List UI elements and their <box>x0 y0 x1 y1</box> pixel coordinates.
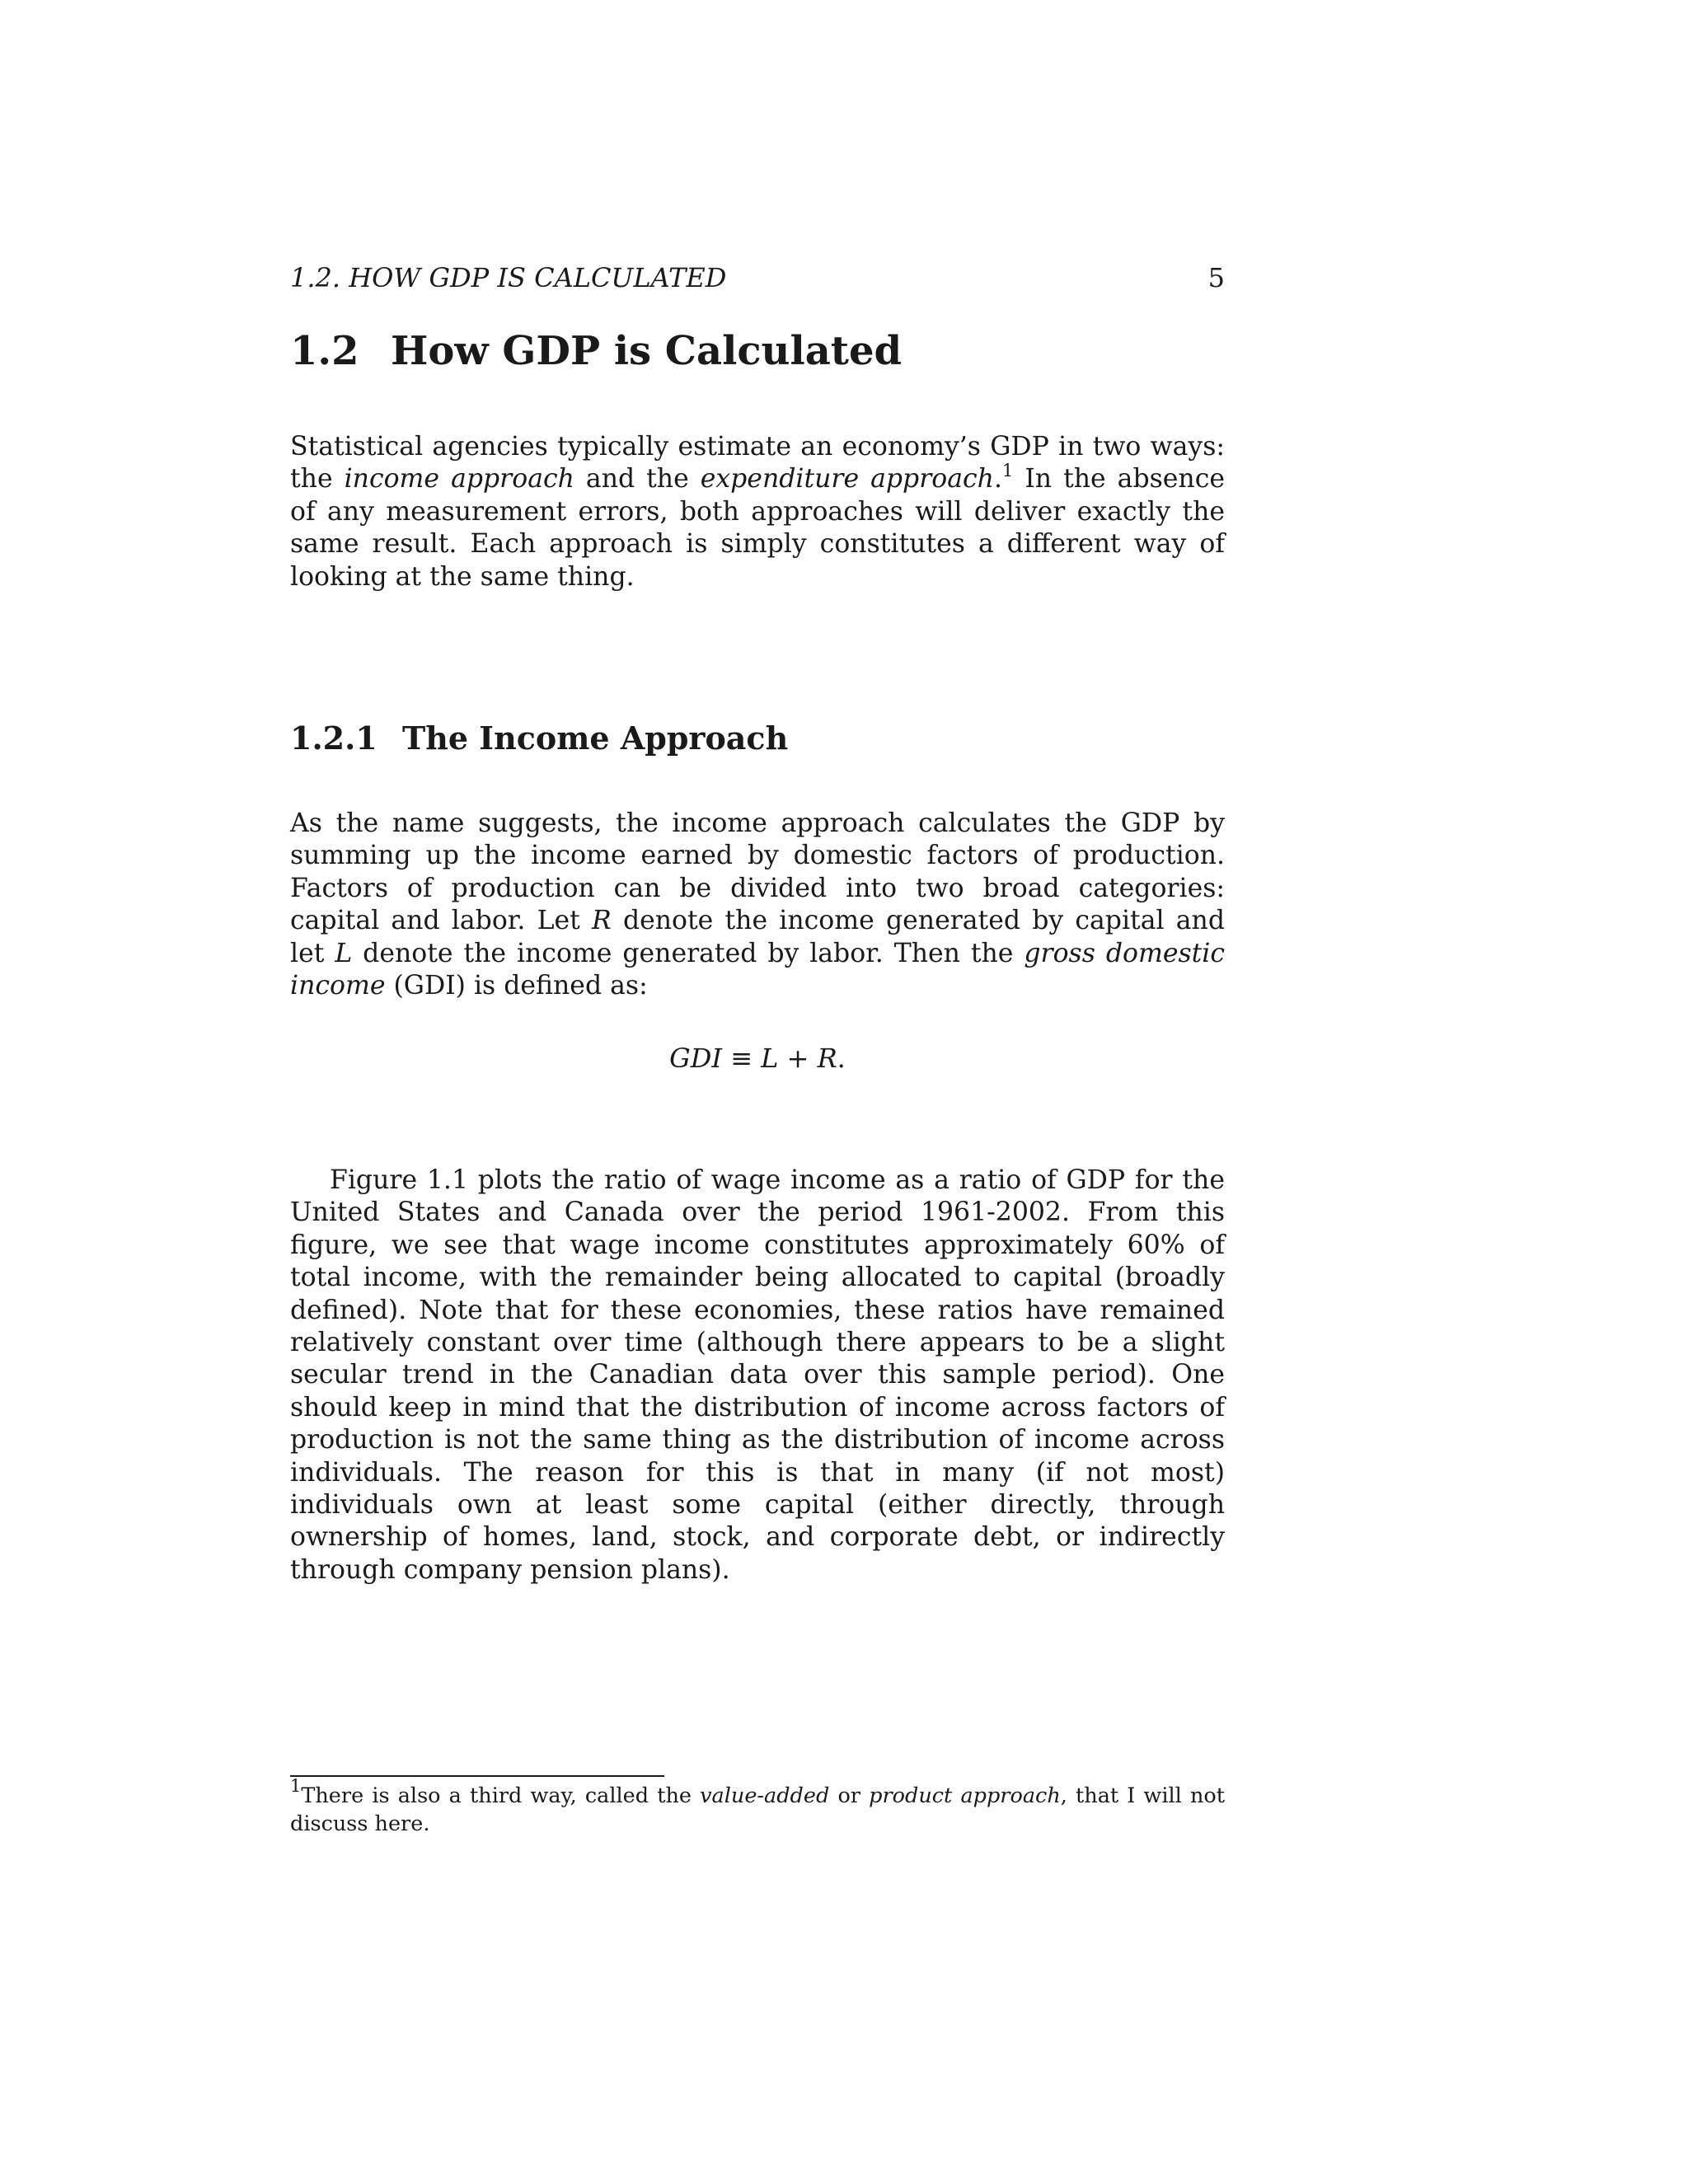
equation-term-l: L <box>761 1043 779 1074</box>
footnote-rule <box>290 1775 664 1777</box>
page-number: 5 <box>1207 262 1225 293</box>
expenditure-approach-term: expenditure approach <box>700 464 994 494</box>
subsection-heading <box>290 715 1225 762</box>
section-number: 1.2 <box>290 328 359 374</box>
income-approach-paragraph <box>290 808 1225 1002</box>
equation-plus-operator: + <box>778 1043 818 1074</box>
intro-paragraph <box>290 431 1225 593</box>
gdi-equation <box>290 1040 1225 1076</box>
variable-l: L <box>335 938 353 968</box>
intro-text-2: and the <box>574 464 701 494</box>
subsection-number: 1.2.1 <box>290 719 377 757</box>
running-head <box>290 262 1225 298</box>
intro-text-1: Statistical agencies typically estimate an economy’s GDP in two ways: the <box>290 432 1225 494</box>
income-approach-term: income approach <box>344 464 574 494</box>
footnote-mark: 1 <box>290 1776 302 1796</box>
footnote-text-1: There is also a third way, called the <box>301 1783 701 1808</box>
footnote-text-3: , that I will not discuss here. <box>290 1783 1225 1836</box>
intro-text-3: . <box>993 464 1002 494</box>
equation-lhs: GDI <box>669 1043 723 1074</box>
income-text-2: denote the income generated by capital and let <box>290 906 1225 968</box>
equation-equiv-operator: ≡ <box>722 1043 762 1074</box>
variable-r: R <box>592 906 612 936</box>
equation-period: . <box>837 1043 846 1074</box>
product-approach-term: product approach <box>869 1783 1061 1808</box>
figure-discussion-paragraph: Figure 1.1 plots the ratio of wage income as a ratio of GDP for the United States and Canada over the period 1961-2002. From this figure, we see that wage income constitutes approximately 60% of total income, with the remainder being allocated to capital (broadly defined). Note that for these economies, these ratios have remained relatively constant over time (although there appears to be a slight secular trend in the Canadian data over this sample period). One should keep in mind that the distribution of income across factors of production is not the same thing as the distribution of income across individuals. The reason for this is that in many (if not most) individuals own at least some capital (either directly, through ownership of homes, land, stock, and corporate debt, or indirectly through company pension plans). <box>290 1165 1225 1585</box>
gross-domestic-income-term: gross domestic income <box>290 938 1225 1001</box>
value-added-term: value-added <box>700 1783 830 1808</box>
intro-text-4: In the absence of any measurement errors, both approaches will deliver exactly the same result. Each approach is simply constitutes a different way of looking at the same thing. <box>290 464 1225 592</box>
subsection-title: The Income Approach <box>402 719 789 757</box>
footnote-reference[interactable]: 1 <box>1001 461 1014 481</box>
section-heading <box>290 323 1225 379</box>
running-head-title: 1.2. HOW GDP IS CALCULATED <box>290 262 727 293</box>
footnote <box>290 1776 1225 1838</box>
footnote-text-2: or <box>829 1783 870 1808</box>
income-text-1: As the name suggests, the income approach calculates the GDP by summing up the income earned by domestic factors of production. Factors of production can be divided into two broad categories: capital and labor. Let <box>290 808 1225 936</box>
income-text-3: denote the income generated by labor. Then the <box>352 938 1025 968</box>
income-text-4: (GDI) is defined as: <box>385 971 648 1001</box>
equation-term-r: R <box>817 1043 837 1074</box>
section-title: How GDP is Calculated <box>391 328 903 374</box>
